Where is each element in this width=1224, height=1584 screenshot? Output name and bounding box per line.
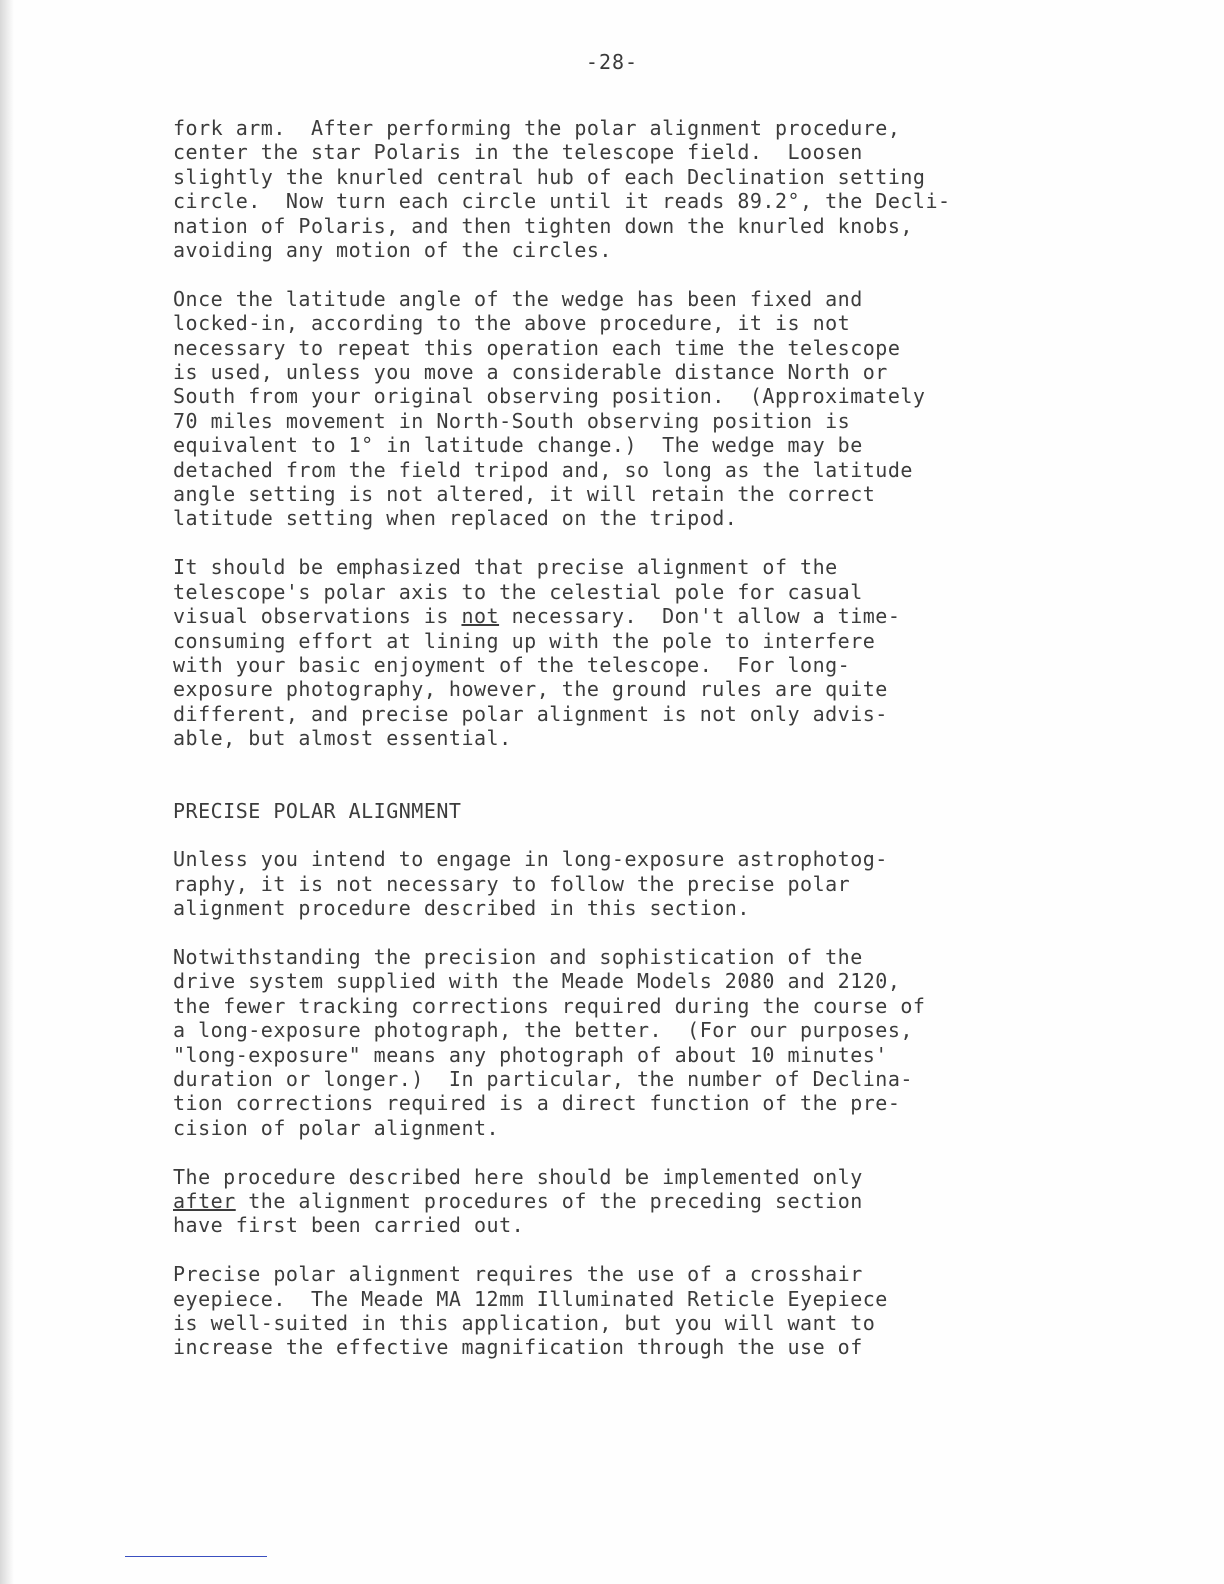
paragraph-crosshair-eyepiece: Precise polar alignment requires the use of a crosshair eyepiece. The Meade MA 12mm Illuminated Reticle Eyepiece is well-suited in this application, but you will want to increase the effective magnification through the use of [173, 1262, 888, 1360]
body-text [173, 116, 1173, 1384]
paragraph-intro-precise: Unless you intend to engage in long-exposure astrophotog- raphy, it is not necessary to follow the precise polar alignment procedure described in this section. [173, 847, 888, 921]
paragraph-casual-observation [173, 555, 1173, 750]
paragraph-procedure-order [173, 1165, 1173, 1238]
footnote-rule [125, 1556, 267, 1557]
paragraph-declination-setting: fork arm. After performing the polar alignment procedure, center the star Polaris in the telescope field. Loosen slightly the knurled central hub of each Declination setting circle. Now turn each circle until it reads 89.2°, the Decli- nation of Polaris, and then tighten down the knurled knobs, avoiding any motion of the circles. [173, 116, 951, 263]
paragraph-text: the alignment procedures of the preceding section have first been carried out. [173, 1188, 863, 1238]
paragraph-text: It should be emphasized that precise alignment of the telescope's polar axis to the celestial pole for casual visual observations is [173, 555, 863, 629]
underlined-word-after: after [173, 1188, 236, 1213]
paragraph-latitude-angle: Once the latitude angle of the wedge has been fixed and locked-in, according to the above procedure, it is not necessary to repeat this operation each time the telescope is used, unless you move a considerable distance North or South from your original observing position. (Approximately 70 miles movement in North-South observing position is equivalent to 1° in latitude change.) The wedge may be detached from the field tripod and, so long as the latitude angle setting is not altered, it will retain the correct latitude setting when replaced on the tripod. [173, 286, 926, 531]
page-edge-shadow [0, 0, 14, 1584]
page-number: -28- [585, 50, 639, 74]
paragraph-text: The procedure described here should be implemented only [173, 1164, 863, 1189]
underlined-word-not: not [461, 604, 500, 629]
section-heading: PRECISE POLAR ALIGNMENT [173, 798, 462, 823]
paragraph-drive-system: Notwithstanding the precision and sophistication of the drive system supplied with the Meade Models 2080 and 2120, the fewer tracking corrections required during the course of a long-exposure photograph, the better. (For our purposes, "long-exposure" means any photograph of about 10 minutes' duration or longer.) In particular, the number of Declina- tion corrections required is a direct function of the pre- cision of polar alignment. [173, 944, 926, 1140]
paragraph-text: necessary. Don't allow a time- consuming effort at lining up with the pole to interfere with your basic enjoyment of the telescope. For long- exposure photography, however, the ground rules are quite different, and precise polar alignment is not only advis- able, but almost essential. [173, 604, 901, 751]
